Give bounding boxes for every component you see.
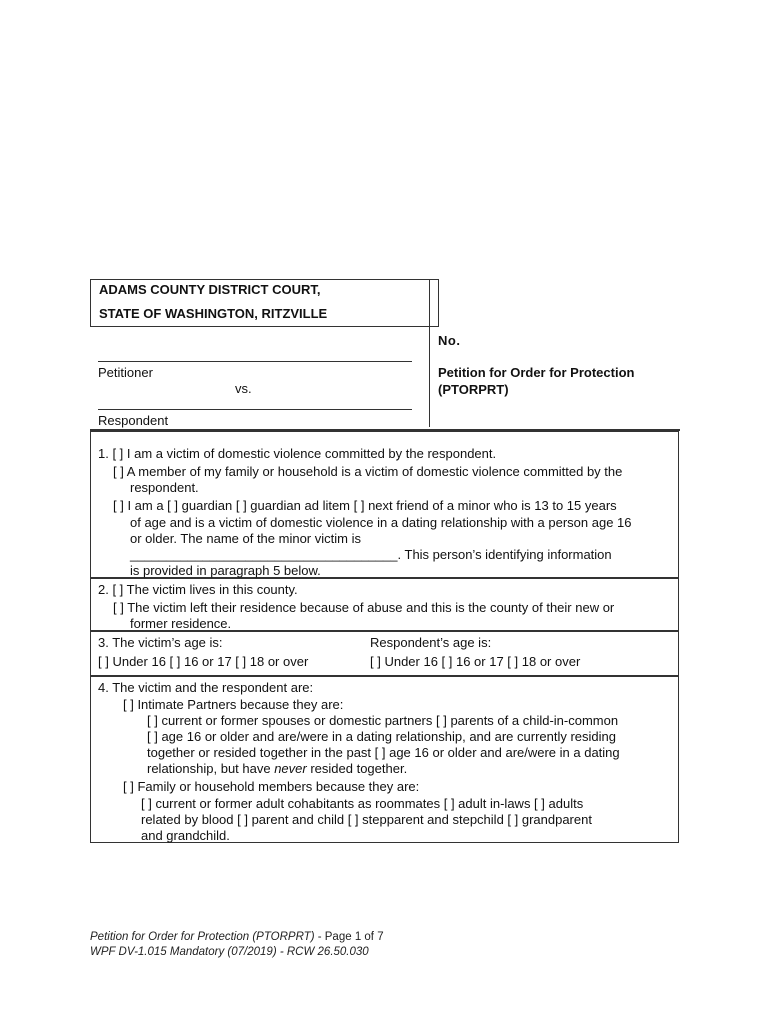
case-number-label: No. — [438, 333, 461, 348]
intimate-line2[interactable]: [ ] age 16 or older and are/were in a dating relationship, and are currently residing — [147, 729, 617, 744]
footer-line1: Petition for Order for Protection (PTORPRT) - Page 1 of 7 — [90, 931, 384, 943]
intimate-line3[interactable]: together or resided together in the past [ ] age 16 or older and are/were in a dating — [147, 745, 620, 760]
s4-heading: 4. The victim and the respondent are: — [98, 680, 314, 695]
s1-line1[interactable]: 1. [ ] I am a victim of domestic violence committed by the respondent. — [98, 446, 497, 461]
respondent-age-options[interactable]: [ ] Under 16 [ ] 16 or 17 [ ] 18 or over — [370, 654, 581, 669]
intimate-line4: relationship, but have never resided together. — [147, 761, 408, 776]
s1-line3b: of age and is a victim of domestic violence in a dating relationship with a person age 16 — [130, 515, 632, 530]
section-2-county — [90, 578, 679, 631]
victim-age-label: 3. The victim’s age is: — [98, 635, 223, 650]
s1-line3a[interactable]: [ ] I am a [ ] guardian [ ] guardian ad litem [ ] next friend of a minor who is 13 to 15 years — [113, 498, 617, 513]
family-household-option[interactable]: [ ] Family or household members because they are: — [123, 779, 420, 794]
court-name-box — [90, 279, 439, 327]
respondent-label: Respondent — [98, 413, 169, 428]
s1-line3c: or older. The name of the minor victim is — [130, 531, 361, 546]
victim-age-options[interactable]: [ ] Under 16 [ ] 16 or 17 [ ] 18 or over — [98, 654, 309, 669]
caption-divider — [429, 279, 430, 427]
s2-line2a[interactable]: [ ] The victim left their residence because of abuse and this is the county of their new or — [113, 600, 615, 615]
s1-line3d[interactable]: _____________________________________. This person’s identifying information — [130, 547, 612, 562]
family-line2[interactable]: related by blood [ ] parent and child [ ] stepparent and stepchild [ ] grandparent — [141, 812, 592, 827]
form-title-line1: Petition for Order for Protection — [438, 365, 635, 380]
family-line3: and grandchild. — [141, 828, 230, 843]
case-caption — [90, 279, 680, 427]
s1-line3e: is provided in paragraph 5 below. — [130, 563, 321, 578]
respondent-name-line[interactable] — [98, 409, 412, 410]
family-line1[interactable]: [ ] current or former adult cohabitants as roommates [ ] adult in-laws [ ] adults — [141, 796, 584, 811]
s1-line2b: respondent. — [130, 480, 199, 495]
section-4-relationship — [90, 676, 679, 843]
s2-line1[interactable]: 2. [ ] The victim lives in this county. — [98, 582, 298, 597]
vs-label: vs. — [235, 381, 252, 396]
s2-line2b: former residence. — [130, 616, 232, 631]
respondent-age-label: Respondent’s age is: — [370, 635, 492, 650]
court-name-line1: ADAMS COUNTY DISTRICT COURT, — [99, 282, 321, 297]
section-1-victim — [90, 431, 679, 578]
intimate-line1[interactable]: [ ] current or former spouses or domestic partners [ ] parents of a child-in-common — [147, 713, 619, 728]
form-title-line2: (PTORPRT) — [438, 382, 509, 397]
section-3-ages — [90, 631, 679, 676]
page-footer — [90, 930, 384, 960]
petitioner-label: Petitioner — [98, 365, 153, 380]
footer-line2: WPF DV-1.015 Mandatory (07/2019) - RCW 26.50.030 — [90, 946, 369, 958]
intimate-partners-option[interactable]: [ ] Intimate Partners because they are: — [123, 697, 344, 712]
s1-line2a[interactable]: [ ] A member of my family or household is a victim of domestic violence committed by the — [113, 464, 623, 479]
petitioner-name-line[interactable] — [98, 361, 412, 362]
court-name-line2: STATE OF WASHINGTON, RITZVILLE — [99, 306, 328, 321]
